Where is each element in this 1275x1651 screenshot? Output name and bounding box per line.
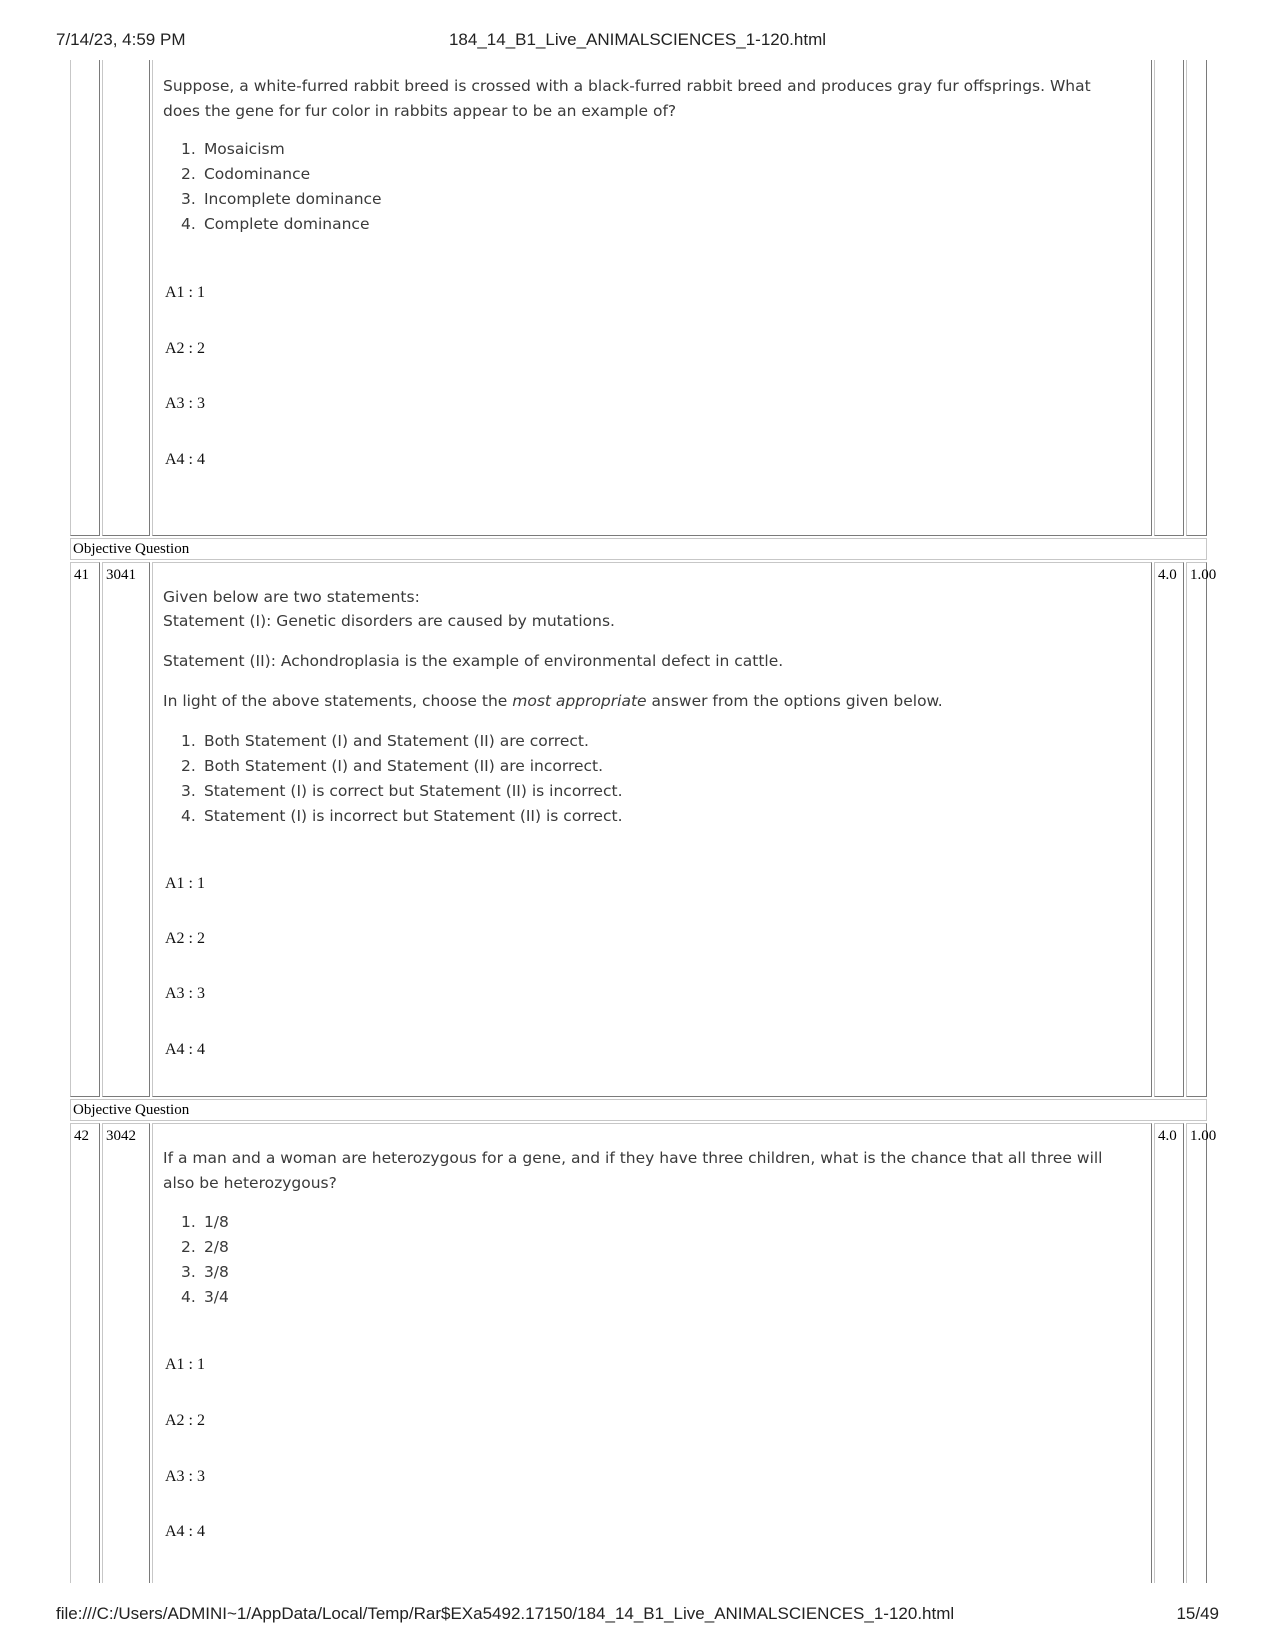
marks-cell — [1154, 562, 1184, 1097]
question-text: If a man and a woman are heterozygous for a gene, and if they have three children, what is the chance that all three will also be heterozygous? — [163, 1149, 1103, 1192]
print-file-path: file:///C:/Users/ADMINI~1/AppData/Local/Temp/Rar$EXa5492.17150/184_14_B1_Live_ANIMALSCIENCES_1-120.html — [56, 1604, 955, 1623]
question-type-label: Objective Question — [70, 538, 1207, 560]
option-item: 2. Both Statement (I) and Statement (II) are incorrect. — [181, 757, 604, 775]
option-item: 3. Statement (I) is correct but Statement (II) is incorrect. — [181, 782, 623, 800]
option-item: 1. Both Statement (I) and Statement (II) are correct. — [181, 732, 589, 750]
sno-cell — [70, 60, 100, 536]
question-cell — [152, 60, 1152, 536]
print-header — [0, 26, 1275, 56]
instruction-text: In light of the above statements, choose the most appropriate answer from the options given below. — [163, 692, 943, 710]
qid-cell — [102, 60, 150, 536]
answer-label: A3 : 3 — [165, 395, 205, 412]
options-list — [181, 729, 623, 829]
answer-label: A2 : 2 — [165, 340, 205, 357]
question-marks: 4.0 — [1158, 567, 1177, 583]
option-item: 2. Codominance — [181, 165, 311, 183]
option-item: 3. Incomplete dominance — [181, 190, 382, 208]
options-list — [181, 137, 382, 237]
question-negative-marks: 1.00 — [1190, 1128, 1217, 1144]
option-item: 2. 2/8 — [181, 1238, 229, 1256]
question-text: Suppose, a white-furred rabbit breed is crossed with a black-furred rabbit breed and produces gray fur offsprings. What does the gene for fur color in rabbits appear to be an example of? — [163, 77, 1091, 120]
question-sno: 41 — [74, 567, 89, 583]
print-footer — [0, 1600, 1275, 1630]
question-cell — [152, 1123, 1152, 1583]
negative-cell — [1186, 562, 1217, 1097]
question-type-label: Objective Question — [70, 1099, 1207, 1121]
answer-label: A3 : 3 — [165, 1468, 205, 1485]
answer-label: A1 : 1 — [165, 1356, 205, 1373]
answer-label: A4 : 4 — [165, 1523, 205, 1540]
sno-cell — [70, 562, 100, 1097]
option-item: 3. 3/8 — [181, 1263, 229, 1281]
answer-label: A2 : 2 — [165, 1412, 205, 1429]
question-negative-marks: 1.00 — [1190, 567, 1217, 583]
qid-cell — [102, 1123, 150, 1583]
statement-2: Statement (II): Achondroplasia is the example of environmental defect in cattle. — [163, 652, 784, 670]
option-item: 4. Complete dominance — [181, 215, 370, 233]
option-item: 1. 1/8 — [181, 1213, 229, 1231]
option-item: 4. Statement (I) is incorrect but Statement (II) is correct. — [181, 807, 623, 825]
qid-cell — [102, 562, 150, 1097]
answer-label: A4 : 4 — [165, 1041, 205, 1058]
options-list — [181, 1210, 229, 1310]
statement-1: Statement (I): Genetic disorders are caused by mutations. — [163, 612, 615, 630]
question-sno: 42 — [74, 1128, 89, 1144]
marks-cell — [1154, 60, 1184, 536]
print-datetime: 7/14/23, 4:59 PM — [56, 30, 186, 49]
negative-cell — [1186, 1123, 1217, 1583]
question-id: 3041 — [106, 567, 136, 583]
print-doc-title: 184_14_B1_Live_ANIMALSCIENCES_1-120.html — [448, 30, 827, 49]
question-id: 3042 — [106, 1128, 136, 1144]
negative-cell — [1186, 60, 1207, 536]
answer-label: A4 : 4 — [165, 451, 205, 468]
option-item: 1. Mosaicism — [181, 140, 285, 158]
marks-cell — [1154, 1123, 1184, 1583]
answer-label: A1 : 1 — [165, 284, 205, 301]
question-marks: 4.0 — [1158, 1128, 1177, 1144]
option-item: 4. 3/4 — [181, 1288, 229, 1306]
sno-cell — [70, 1123, 100, 1583]
answer-label: A2 : 2 — [165, 930, 205, 947]
answer-label: A1 : 1 — [165, 875, 205, 892]
question-cell — [152, 562, 1152, 1097]
print-page-number: 15/49 — [1176, 1604, 1219, 1623]
statements-intro: Given below are two statements: — [163, 588, 420, 606]
answer-label: A3 : 3 — [165, 985, 205, 1002]
